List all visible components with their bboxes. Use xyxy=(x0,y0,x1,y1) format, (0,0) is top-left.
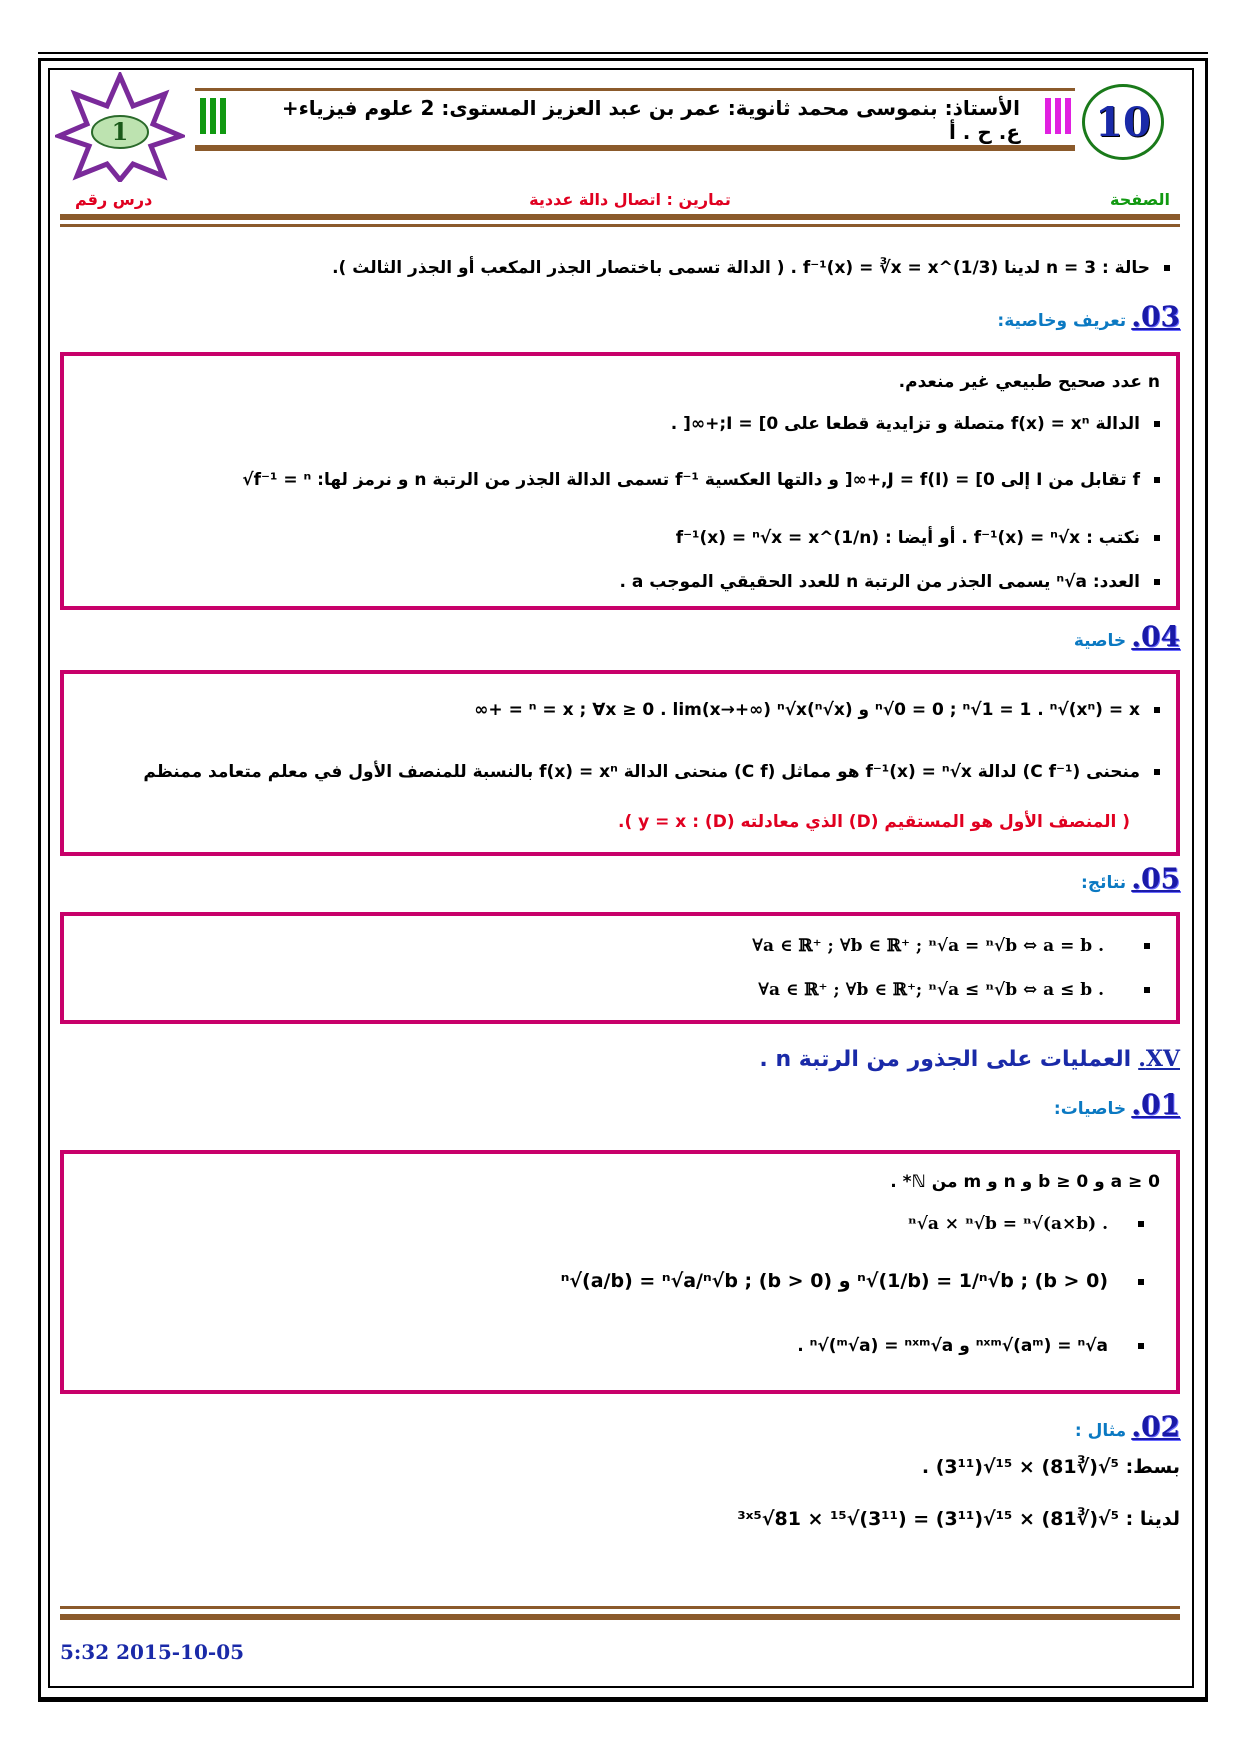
lesson-number-label: درس رقم xyxy=(75,190,153,209)
ops-line-3: ⁿ√(1/b) = 1/ⁿ√b ; (b > 0) و ⁿ√(a/b) = ⁿ√a/ⁿ√b ; (b > 0) xyxy=(561,1270,1144,1292)
section-xv-title: العمليات على الجذور من الرتبة n . xyxy=(759,1047,1132,1072)
section-05-number: 05. xyxy=(1131,862,1180,895)
section-05-title: نتائج: xyxy=(1081,873,1127,893)
badge-glyph: 1 xyxy=(111,117,129,146)
section-01-number: 01. xyxy=(1131,1088,1180,1121)
footer-rule xyxy=(60,1614,1180,1620)
lesson-star-icon xyxy=(55,72,185,182)
example-line-1: بسط: ⁵√(∛81) × ¹⁵√(3¹¹) . xyxy=(921,1456,1180,1478)
header-stripe xyxy=(220,98,226,134)
section-xv-number: XV. xyxy=(1138,1046,1180,1072)
section-02-heading xyxy=(1075,1410,1180,1443)
section-01-heading xyxy=(1054,1088,1180,1121)
section-03-title: تعريف وخاصية: xyxy=(997,311,1127,331)
def-line-3: f تقابل من I إلى J = f(I) = [0,+∞[ و دالتها العكسية f⁻¹ تسمى الدالة الجذر من الرتبة n و نرمز لها: f⁻¹ = ⁿ√ xyxy=(242,470,1160,490)
header-stripe xyxy=(1045,98,1051,134)
page-number-badge xyxy=(1082,84,1164,160)
subheader-rule-thin xyxy=(60,224,1180,227)
result-line-2: ∀a ∈ ℝ⁺ ; ∀b ∈ ℝ⁺; ⁿ√a ≤ ⁿ√b ⇔ a ≤ b . xyxy=(758,980,1150,1000)
page-number: 10 xyxy=(1095,98,1151,146)
def-line-5: العدد: ⁿ√a يسمى الجذر من الرتبة n للعدد الحقيقي الموجب a . xyxy=(619,572,1160,592)
section-04-heading xyxy=(1074,620,1180,653)
bottom-rule xyxy=(38,1700,1208,1702)
section-xv-heading xyxy=(759,1046,1180,1072)
section-05-heading xyxy=(1081,862,1180,895)
header-stripe xyxy=(200,98,206,134)
footer-rule-thin xyxy=(60,1606,1180,1609)
ops-line-2: ⁿ√a × ⁿ√b = ⁿ√(a×b) . xyxy=(908,1214,1144,1234)
header-stripe xyxy=(1065,98,1071,134)
def-line-1: n عدد صحيح طبيعي غير منعدم. xyxy=(898,372,1160,392)
intro-line: حالة : n = 3 لدينا f⁻¹(x) = ∛x = x^(1/3) . ( الدالة تسمى باختصار الجذر المكعب أو الجذر الثالث ). xyxy=(332,258,1170,278)
ops-line-4: ⁿˣᵐ√(aᵐ) = ⁿ√a و ⁿ√(ᵐ√a) = ⁿˣᵐ√a . xyxy=(797,1336,1144,1356)
header-title: الأستاذ: بنموسى محمد ثانوية: عمر بن عبد العزيز المستوى: 2 علوم فيزياء+ ع. ح . أ xyxy=(281,96,1020,144)
def-line-4: نكتب : f⁻¹(x) = ⁿ√x . أو أيضا : f⁻¹(x) = ⁿ√x = x^(1/n) xyxy=(676,528,1160,548)
subheader-rule xyxy=(60,214,1180,220)
prop-line-2: منحنى (C f⁻¹) لدالة f⁻¹(x) = ⁿ√x هو مماثل (C f) منحنى الدالة f(x) = xⁿ بالنسبة للمنصف الأول في معلم متعامد ممنظم xyxy=(143,762,1160,782)
section-02-title: مثال : xyxy=(1074,1421,1127,1441)
header-stripe xyxy=(210,98,216,134)
section-01-title: خاصيات: xyxy=(1053,1099,1127,1119)
prop-line-1: ⁿ√0 = 0 ; ⁿ√1 = 1 . ⁿ√(xⁿ) = x و (ⁿ√x)ⁿ = x ; ∀x ≥ 0 . lim(x→+∞) ⁿ√x = +∞ xyxy=(474,700,1160,720)
section-03-number: 03. xyxy=(1131,300,1180,333)
section-04-number: 04. xyxy=(1131,620,1180,653)
def-line-2: الدالة f(x) = xⁿ متصلة و تزايدية قطعا على I = [0;+∞[ . xyxy=(671,414,1160,434)
page-label: الصفحة xyxy=(1109,190,1170,209)
lesson-subtitle: تمارين : اتصال دالة عددية xyxy=(529,190,731,209)
section-04-title: خاصية xyxy=(1073,631,1127,651)
header-stripe xyxy=(1055,98,1061,134)
prop-line-3: ( المنصف الأول هو المستقيم (D) الذي معادلته (D) : y = x ). xyxy=(617,812,1130,832)
example-line-2: لدينا : ⁵√(∛81) × ¹⁵√(3¹¹) = ³ˣ⁵√81 × ¹⁵√(3¹¹) xyxy=(737,1508,1180,1530)
footer-date: 5:32 2015-10-05 xyxy=(60,1640,245,1664)
top-rule xyxy=(38,52,1208,54)
ops-line-1: a ≥ 0 و b ≥ 0 و n و m من ℕ* . xyxy=(890,1172,1160,1192)
box-results xyxy=(60,912,1180,1024)
section-02-number: 02. xyxy=(1131,1410,1180,1443)
section-03-heading xyxy=(997,300,1180,333)
result-line-1: ∀a ∈ ℝ⁺ ; ∀b ∈ ℝ⁺ ; ⁿ√a = ⁿ√b ⇔ a = b . xyxy=(752,936,1150,956)
